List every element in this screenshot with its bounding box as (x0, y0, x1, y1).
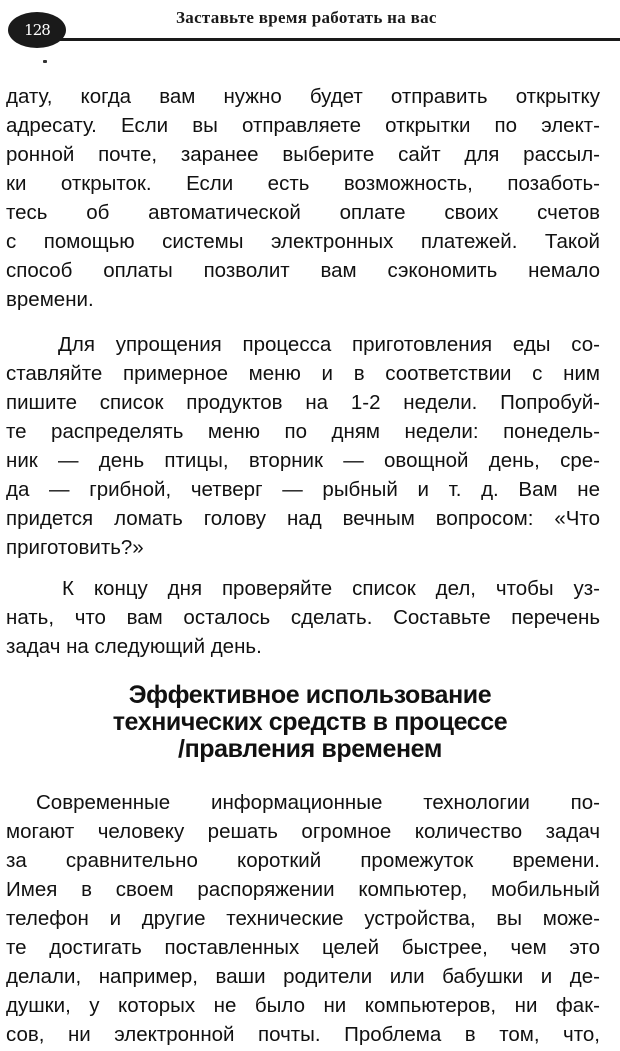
text-line: с помощью системы электронных платежей. Такой (6, 230, 600, 253)
text-line: те распределять меню по дням недели: понедель- (6, 420, 600, 443)
text-line: адресату. Если вы отправляете открытки по элект- (6, 114, 600, 137)
text-line: способ оплаты позволит вам сэкономить немало (6, 259, 600, 282)
text-line: дату, когда вам нужно будет отправить открытку (6, 85, 600, 108)
section-heading (0, 682, 620, 763)
paragraph-1 (6, 82, 600, 314)
text-line: К концу дня проверяйте список дел, чтобы уз- (62, 577, 600, 600)
heading-line: Эффективное использование (128, 681, 492, 709)
text-line: сов, ни электронной почты. Проблема в том, что, (6, 1023, 600, 1046)
text-line: Для упрощения процесса приготовления еды со- (58, 333, 600, 356)
heading-line: /правления временем (178, 735, 442, 763)
text-line: приготовить?» (6, 536, 144, 559)
paragraph-3 (6, 574, 600, 661)
text-line: ник — день птицы, вторник — овощной день, сре- (6, 449, 600, 472)
text-line: те достигать поставленных целей быстрее, чем это (6, 936, 600, 959)
text-line: душки, у которых не было ни компьютеров, ни фак- (6, 994, 600, 1017)
print-speck (43, 60, 47, 63)
text-line: да — грибной, четверг — рыбный и т. д. Вам не (6, 478, 600, 501)
text-line: нать, что вам осталось сделать. Составьте перечень (6, 606, 600, 629)
text-line: за сравнительно короткий промежуток времени. (6, 849, 600, 872)
running-title: Заставьте время работать на вас (176, 8, 437, 27)
section-paragraph (6, 788, 600, 1049)
text-line: ставляйте примерное меню и в соответствии с ним (6, 362, 600, 385)
text-line: делали, например, ваши родители или бабушки и де- (6, 965, 600, 988)
text-line: придется ломать голову над вечным вопросом: «Что (6, 507, 600, 530)
text-line: Современные информационные технологии по- (36, 791, 600, 814)
text-line: ронной почте, заранее выберите сайт для рассыл- (6, 143, 600, 166)
text-line: Имея в своем распоряжении компьютер, мобильный (6, 878, 600, 901)
text-line: могают человеку решать огромное количество задач (6, 820, 600, 843)
text-line: времени. (6, 288, 94, 311)
header-rule (60, 38, 620, 41)
heading-line: технических средств в процессе (112, 708, 508, 736)
page-header (0, 0, 620, 50)
text-line: тесь об автоматической оплате своих счетов (6, 201, 600, 224)
text-line: пишите список продуктов на 1-2 недели. Попробуй- (6, 391, 600, 414)
text-line: ки открыток. Если есть возможность, позаботь- (6, 172, 600, 195)
text-line: телефон и другие технические устройства, вы може- (6, 907, 600, 930)
text-line: задач на следующий день. (6, 635, 262, 658)
paragraph-2 (6, 330, 600, 562)
page-number: 128 (8, 12, 66, 48)
